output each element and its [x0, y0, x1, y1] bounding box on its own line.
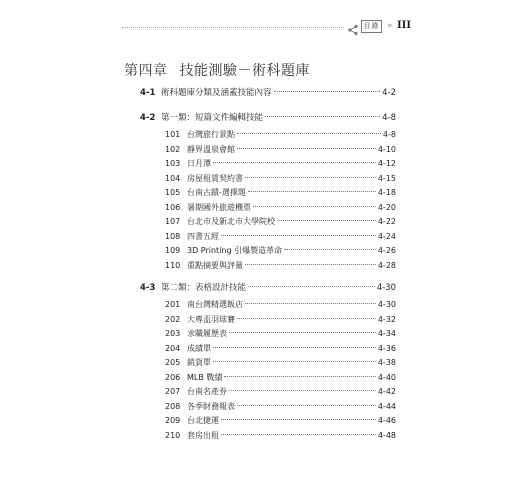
- toc-entry[interactable]: [165, 371, 396, 385]
- entry-title: 大專盃羽球賽: [187, 314, 235, 324]
- entry-number: 101: [165, 130, 181, 139]
- toc-entry[interactable]: [165, 313, 396, 327]
- dot-leader: [248, 286, 375, 287]
- entry-page: 4-28: [377, 260, 396, 270]
- entry-number: 206: [165, 372, 181, 382]
- entry-page: 4-20: [377, 202, 396, 212]
- page-number: III: [397, 20, 412, 31]
- entry-page: 4-36: [377, 343, 396, 353]
- toc-entry[interactable]: [165, 128, 396, 142]
- entry-number: 103: [165, 159, 181, 168]
- toc-entry[interactable]: [165, 400, 396, 414]
- entry-page: 4-22: [377, 217, 396, 226]
- entry-number: 208: [165, 401, 181, 411]
- entry-title: 3D Printing 引爆製造革命: [187, 246, 283, 255]
- entry-page: 4-8: [382, 113, 396, 123]
- dot-leader: [277, 220, 376, 221]
- dot-leader: [229, 332, 376, 333]
- toc-entry[interactable]: [165, 143, 396, 157]
- entry-title: 求職履歷表: [187, 329, 227, 338]
- toc-section[interactable]: [140, 281, 396, 295]
- dot-leader: [229, 390, 376, 391]
- entry-page: 4-46: [377, 416, 396, 425]
- entry-number: 106: [165, 202, 181, 212]
- dot-leader: [213, 162, 376, 163]
- entry-page: 4-30: [376, 283, 396, 293]
- dot-leader: [245, 303, 376, 304]
- entry-title: 套房出租: [187, 430, 219, 440]
- entry-number: 102: [165, 144, 181, 154]
- dot-leader: [284, 249, 376, 250]
- entry-page: 4-30: [377, 300, 396, 309]
- dot-leader: [213, 347, 376, 348]
- toc-entry[interactable]: [165, 215, 396, 229]
- entry-page: 4-34: [377, 329, 396, 338]
- toc-entry[interactable]: [165, 201, 396, 215]
- toc-entry[interactable]: [165, 429, 396, 443]
- entry-title: 第二類：表格設計技能: [161, 283, 247, 293]
- dot-leader: [237, 148, 376, 149]
- entry-number: 4-3: [140, 283, 156, 293]
- dot-leader: [221, 419, 376, 420]
- dot-leader: [265, 116, 380, 117]
- entry-number: 201: [165, 300, 181, 309]
- entry-title: 銷貨單: [187, 358, 211, 367]
- entry-title: 南台灣精選飯店: [187, 300, 243, 309]
- dot-leader: [237, 133, 381, 134]
- toc-entry[interactable]: [165, 385, 396, 399]
- entry-number: 4-2: [140, 113, 156, 123]
- toc-entry[interactable]: [165, 298, 396, 312]
- entry-page: 4-40: [377, 372, 396, 382]
- entry-title: 暑期國外旅遊機票: [187, 202, 251, 212]
- dot-leader: [237, 318, 376, 319]
- entry-page: 4-26: [377, 246, 396, 255]
- toc-entry[interactable]: [165, 157, 396, 171]
- entry-number: 203: [165, 329, 181, 338]
- entry-title: 台北市及新北市大學院校: [187, 217, 275, 226]
- entry-page: 4-44: [377, 401, 396, 411]
- entry-title: 日月潭: [187, 159, 211, 168]
- entry-number: 207: [165, 387, 181, 396]
- entry-title: 房屋租賃契約書: [187, 173, 243, 183]
- entry-number: 109: [165, 246, 181, 255]
- dot-leader: [221, 434, 376, 435]
- toc-entry[interactable]: [165, 172, 396, 186]
- entry-title: 台南古蹟-選擇題: [187, 188, 246, 197]
- toc-entry[interactable]: [165, 259, 396, 273]
- entry-title: 四書五經: [187, 231, 219, 241]
- dot-leader: [221, 235, 376, 236]
- entry-page: 4-10: [377, 144, 396, 154]
- dot-leader: [224, 376, 375, 377]
- entry-title: 第一類：短篇文件編輯技能: [161, 113, 264, 123]
- entry-page: 4-38: [377, 358, 396, 367]
- entry-title: 靜界溫泉會館: [187, 144, 235, 154]
- entry-page: 4-24: [377, 231, 396, 241]
- dot-leader: [274, 91, 381, 92]
- entry-title: 各季財務報表: [187, 401, 235, 411]
- entry-title: MLB 戰績: [187, 372, 223, 382]
- entry-number: 202: [165, 314, 181, 324]
- chevron-right-icon[interactable]: »: [387, 21, 393, 31]
- entry-number: 107: [165, 217, 181, 226]
- entry-title: 台北捷運: [187, 416, 219, 425]
- entry-page: 4-18: [377, 188, 396, 197]
- entry-title: 術科題庫分類及涵蓋技能內容: [161, 88, 272, 98]
- entry-number: 110: [165, 260, 181, 270]
- entry-number: 205: [165, 358, 181, 367]
- entry-number: 108: [165, 231, 181, 241]
- entry-number: 4-1: [140, 88, 156, 98]
- toc-section[interactable]: [140, 86, 396, 100]
- entry-page: 4-42: [377, 387, 396, 396]
- entry-number: 204: [165, 343, 181, 353]
- toc-entry[interactable]: [165, 342, 396, 356]
- entry-title: 重點摘要與評量: [187, 260, 243, 270]
- dot-leader: [213, 361, 376, 362]
- entry-page: 4-15: [377, 173, 396, 183]
- entry-page: 4-12: [377, 159, 396, 168]
- toc-section[interactable]: [140, 111, 396, 125]
- dot-leader: [245, 264, 376, 265]
- dot-leader: [248, 191, 376, 192]
- entry-page: 4-32: [377, 314, 396, 324]
- entry-title: 成績單: [187, 343, 211, 353]
- chapter-name: 技能測驗－術科題庫: [179, 63, 310, 79]
- toc-entry[interactable]: [165, 414, 396, 428]
- dot-leader: [245, 177, 376, 178]
- entry-page: 4-2: [382, 88, 396, 98]
- toc-button[interactable]: 目錄: [361, 20, 382, 33]
- dot-leader: [237, 405, 376, 406]
- dot-leader: [253, 206, 376, 207]
- entry-title: 台南名產券: [187, 387, 227, 396]
- entry-page: 4-8: [382, 130, 396, 139]
- entry-number: 104: [165, 173, 181, 183]
- entry-number: 209: [165, 416, 181, 425]
- entry-number: 105: [165, 188, 181, 197]
- toc-entry[interactable]: [165, 186, 396, 200]
- entry-title: 台灣旅行景點: [187, 130, 235, 139]
- entry-page: 4-48: [377, 430, 396, 440]
- toc-entry[interactable]: [165, 356, 396, 370]
- toc-entry[interactable]: [165, 230, 396, 244]
- entry-number: 210: [165, 430, 181, 440]
- toc-entry[interactable]: [165, 327, 396, 341]
- chapter-label: 第四章: [124, 63, 168, 79]
- toc-entry[interactable]: [165, 244, 396, 258]
